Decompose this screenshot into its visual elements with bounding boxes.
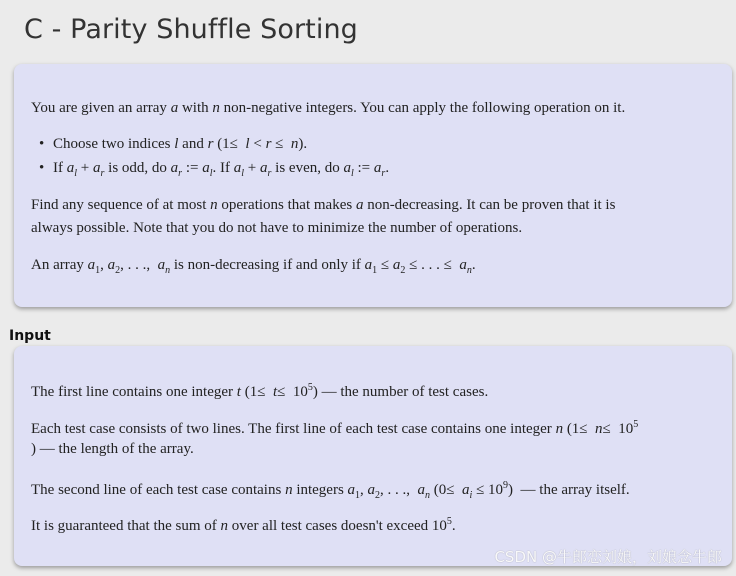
statement-para2-line1: Find any sequence of at most n operations that makes a non-decreasing. It can be proven that it is xyxy=(31,197,616,213)
input-line-n-part1: Each test case consists of two lines. The first line of each test case contains one integer n ($1\le n\le 10^5$ xyxy=(31,419,639,437)
statement-para3: An array $a_1$, $a_2$, . . ., $a_n$ is non-decreasing if and only if $a_1 \le a_2$ ≤ . . . ≤ $a_n$. xyxy=(31,257,476,276)
problem-title: C - Parity Shuffle Sorting xyxy=(24,14,358,45)
statement-para2-line2: always possible. Note that you do not have to minimize the number of operations. xyxy=(31,220,523,236)
statement-box xyxy=(14,64,732,307)
input-line-n-part2: ) — the length of the array. xyxy=(31,441,194,457)
input-line-sum: It is guaranteed that the sum of n over all test cases doesn't exceed $10^5$. xyxy=(31,516,456,534)
bullet-parity-rule: • If $a_l + a_r$ is odd, do $a_r$ := $a_l$. If $a_l + a_r$ is even, do $a_l$ := $a_r$. xyxy=(53,159,389,183)
input-line-array: The second line of each test case contains n integers $a_1$, $a_2$, . . ., $a_n$ $(0\le a_i \le 10^9)$ — the array itself. xyxy=(31,480,630,501)
bullet-choose-indices: • Choose two indices l and r (1≤ l < r ≤ n). xyxy=(53,135,307,153)
input-box xyxy=(14,346,732,566)
input-line-t: The first line contains one integer t $(1\le t\le 10^5)$ — the number of test cases. xyxy=(31,382,489,400)
input-section-heading: Input xyxy=(9,328,51,344)
statement-intro: You are given an array a with n non-negative integers. You can apply the following operation on it. xyxy=(31,100,626,116)
csdn-watermark: CSDN @牛郎恋刘娘，刘娘念牛郎 xyxy=(494,548,722,566)
